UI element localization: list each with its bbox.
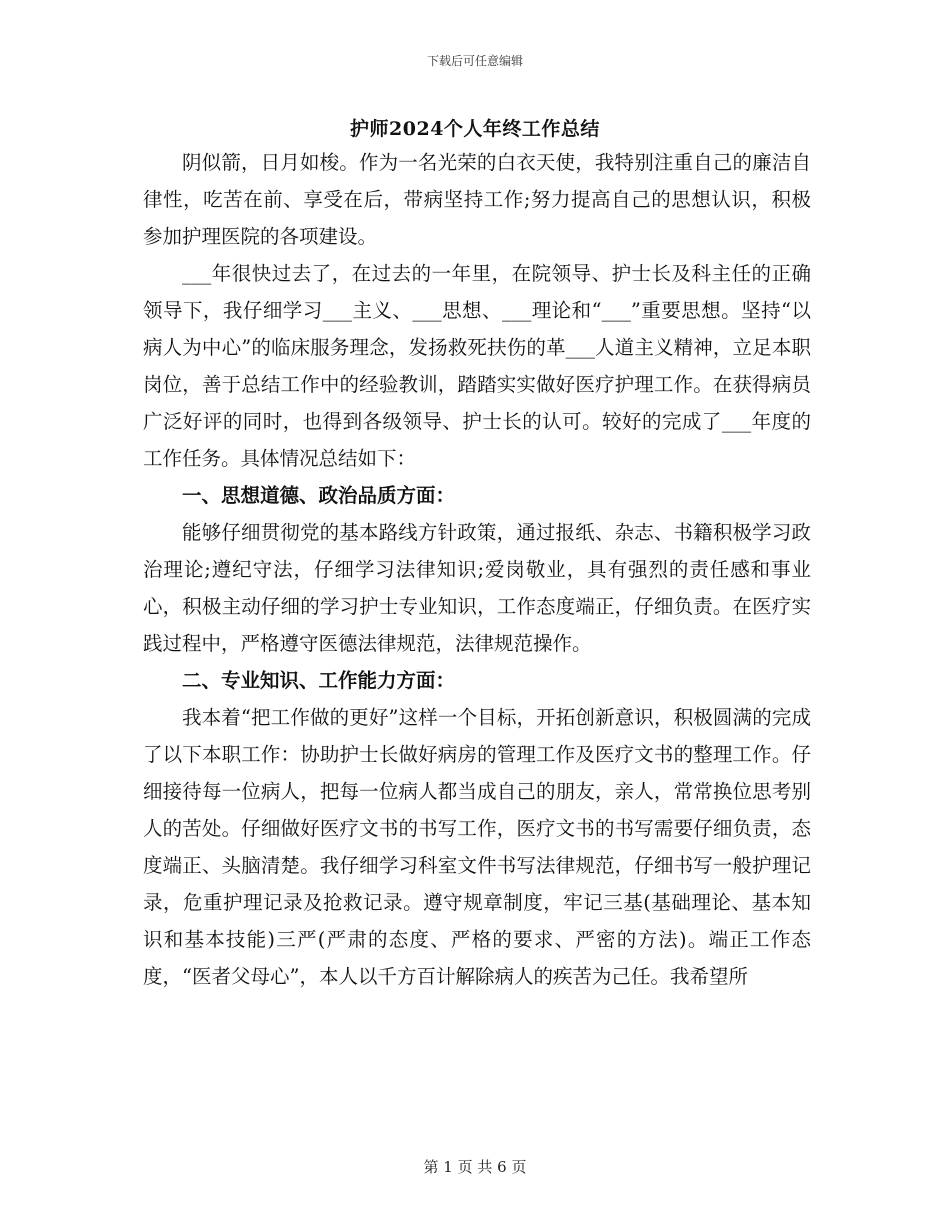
header-note: 下载后可任意编辑 — [426, 54, 523, 68]
section-text-professional: 我本着“把工作做的更好”这样一个目标，开拓创新意识，积极圆满的完成了以下本职工作：协助护士长做好病房的管理工作及医疗文书的整理工作。仔细接待每一位病人，把每一位病人都当成自己的朋友，亲人，常常换位思考别人的苦处。仔细做好医疗文书的书写工作，医疗文书的书写需要仔细负责，态度端正、头脑清楚。我仔细学习科室文件书写法律规范，仔细书写一般护理记录，危重护理记录及抢救记录。遵守规章制度，牢记三基(基础理论、基本知识和基本技能)三严(严肃的态度、严格的要求、严密的方法)。端正工作态度，“医者父母心”，本人以千方百计解除病人的疾苦为己任。我希望所 — [143, 706, 811, 988]
section-heading-ideology: 一、思想道德、政治品质方面： — [182, 484, 456, 507]
document-title: 护师2024个人年终工作总结 — [350, 118, 600, 140]
page-number-footer: 第 1 页 共 6 页 — [423, 1158, 527, 1176]
intro-paragraph: 阴似箭，日月如梭。作为一名光荣的白衣天使，我特别注重自己的廉洁自律性，吃苦在前、享受在后，带病坚持工作;努力提高自己的思想认识，积极参加护理医院的各项建设。 — [143, 151, 811, 248]
document-body — [143, 144, 811, 995]
section-text-ideology: 能够仔细贯彻党的基本路线方针政策，通过报纸、杂志、书籍积极学习政治理论;遵纪守法，仔细学习法律知识;爱岗敬业，具有强烈的责任感和事业心，积极主动仔细的学习护士专业知识，工作态度端正，仔细负责。在医疗实践过程中，严格遵守医德法律规范，法律规范操作。 — [143, 521, 811, 655]
section-heading-professional: 二、专业知识、工作能力方面： — [182, 669, 456, 692]
overview-paragraph: ___年很快过去了，在过去的一年里，在院领导、护士长及科主任的正确领导下，我仔细学习___主义、___思想、___理论和“___”重要思想。坚持“以病人为中心”的临床服务理念，发扬救死扶伤的革___人道主义精神，立足本职岗位，善于总结工作中的经验教训，踏踏实实做好医疗护理工作。在获得病员广泛好评的同时，也得到各级领导、护士长的认可。较好的完成了___年度的工作任务。具体情况总结如下： — [143, 262, 811, 470]
